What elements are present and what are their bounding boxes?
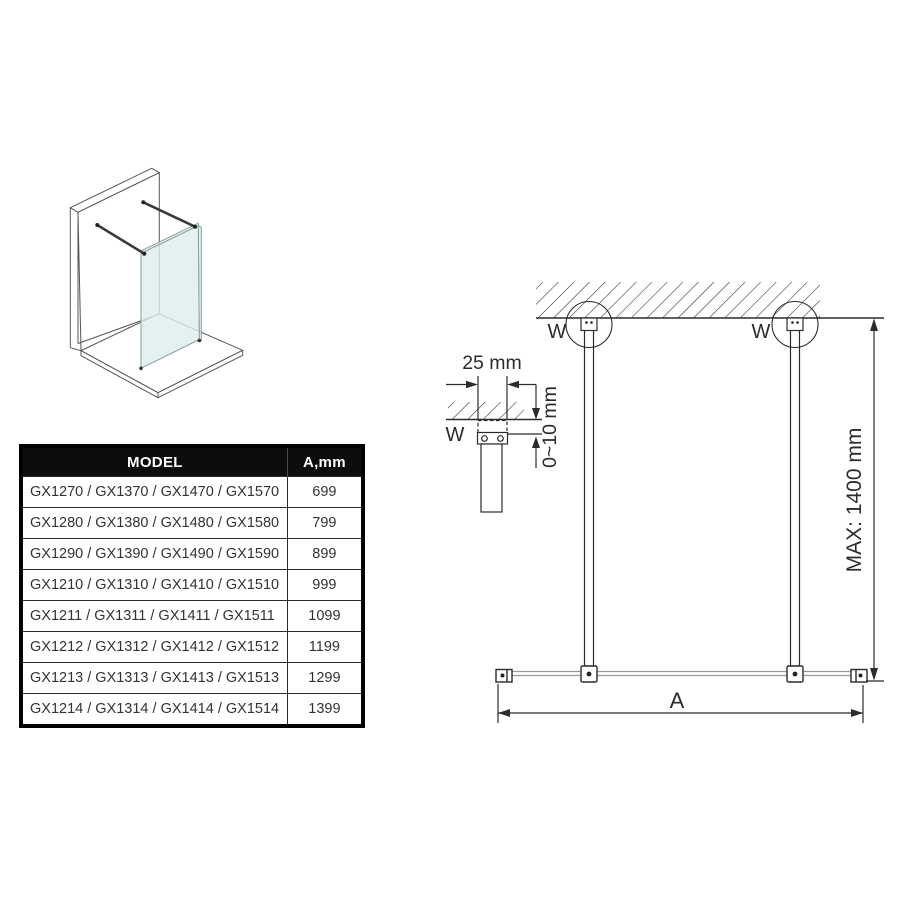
table-row (21, 601, 363, 632)
model-cell: GX1280 / GX1380 / GX1480 / GX1580 (21, 508, 287, 539)
model-cell: GX1210 / GX1310 / GX1410 / GX1510 (21, 570, 287, 601)
table-row (21, 539, 363, 570)
bar-left (566, 302, 612, 667)
glass-edge-view (496, 666, 867, 682)
a-value-cell: 899 (287, 539, 363, 570)
header-a-mm: A,mm (287, 446, 363, 477)
table-row (21, 694, 363, 727)
wall-label-detail: W (445, 424, 465, 446)
a-value-cell: 1199 (287, 632, 363, 663)
table-row (21, 632, 363, 663)
a-value-cell: 799 (287, 508, 363, 539)
bracket-bar (481, 444, 502, 512)
a-value-cell: 999 (287, 570, 363, 601)
wall-label-right: W (751, 321, 771, 343)
table-header-row (21, 446, 363, 477)
table-row (21, 570, 363, 601)
header-model: MODEL (21, 446, 287, 477)
glass-end-profile-left (496, 670, 512, 683)
wall-hatch (536, 282, 820, 318)
model-cell: GX1270 / GX1370 / GX1470 / GX1570 (21, 477, 287, 508)
wall-label-left: W (547, 321, 567, 343)
model-cell: GX1214 / GX1314 / GX1414 / GX1514 (21, 694, 287, 727)
table-row (21, 508, 363, 539)
a-value-cell: 1399 (287, 694, 363, 727)
model-cell: GX1290 / GX1390 / GX1490 / GX1590 (21, 539, 287, 570)
table-row (21, 477, 363, 508)
isometric-view (70, 168, 242, 397)
a-value-cell: 1099 (287, 601, 363, 632)
glass-clamp-right (787, 666, 803, 682)
table-row (21, 663, 363, 694)
model-cell: GX1213 / GX1313 / GX1413 / GX1513 (21, 663, 287, 694)
glass-end-profile-right (851, 670, 867, 683)
dimension-diagram (446, 282, 884, 723)
model-cell: GX1211 / GX1311 / GX1411 / GX1511 (21, 601, 287, 632)
glass-clamp-left (581, 666, 597, 682)
dim-label-0-10mm: 0~10 mm (539, 386, 561, 468)
dim-max-length (866, 319, 884, 682)
bar-right (772, 302, 818, 667)
model-cell: GX1212 / GX1312 / GX1412 / GX1512 (21, 632, 287, 663)
model-spec-table (19, 444, 365, 728)
dim-label-a: A (669, 688, 685, 713)
dim-label-max-1400: MAX: 1400 mm (843, 427, 866, 573)
a-value-cell: 1299 (287, 663, 363, 694)
dim-label-25mm: 25 mm (462, 352, 522, 374)
bracket-hidden-part (478, 421, 507, 434)
a-value-cell: 699 (287, 477, 363, 508)
